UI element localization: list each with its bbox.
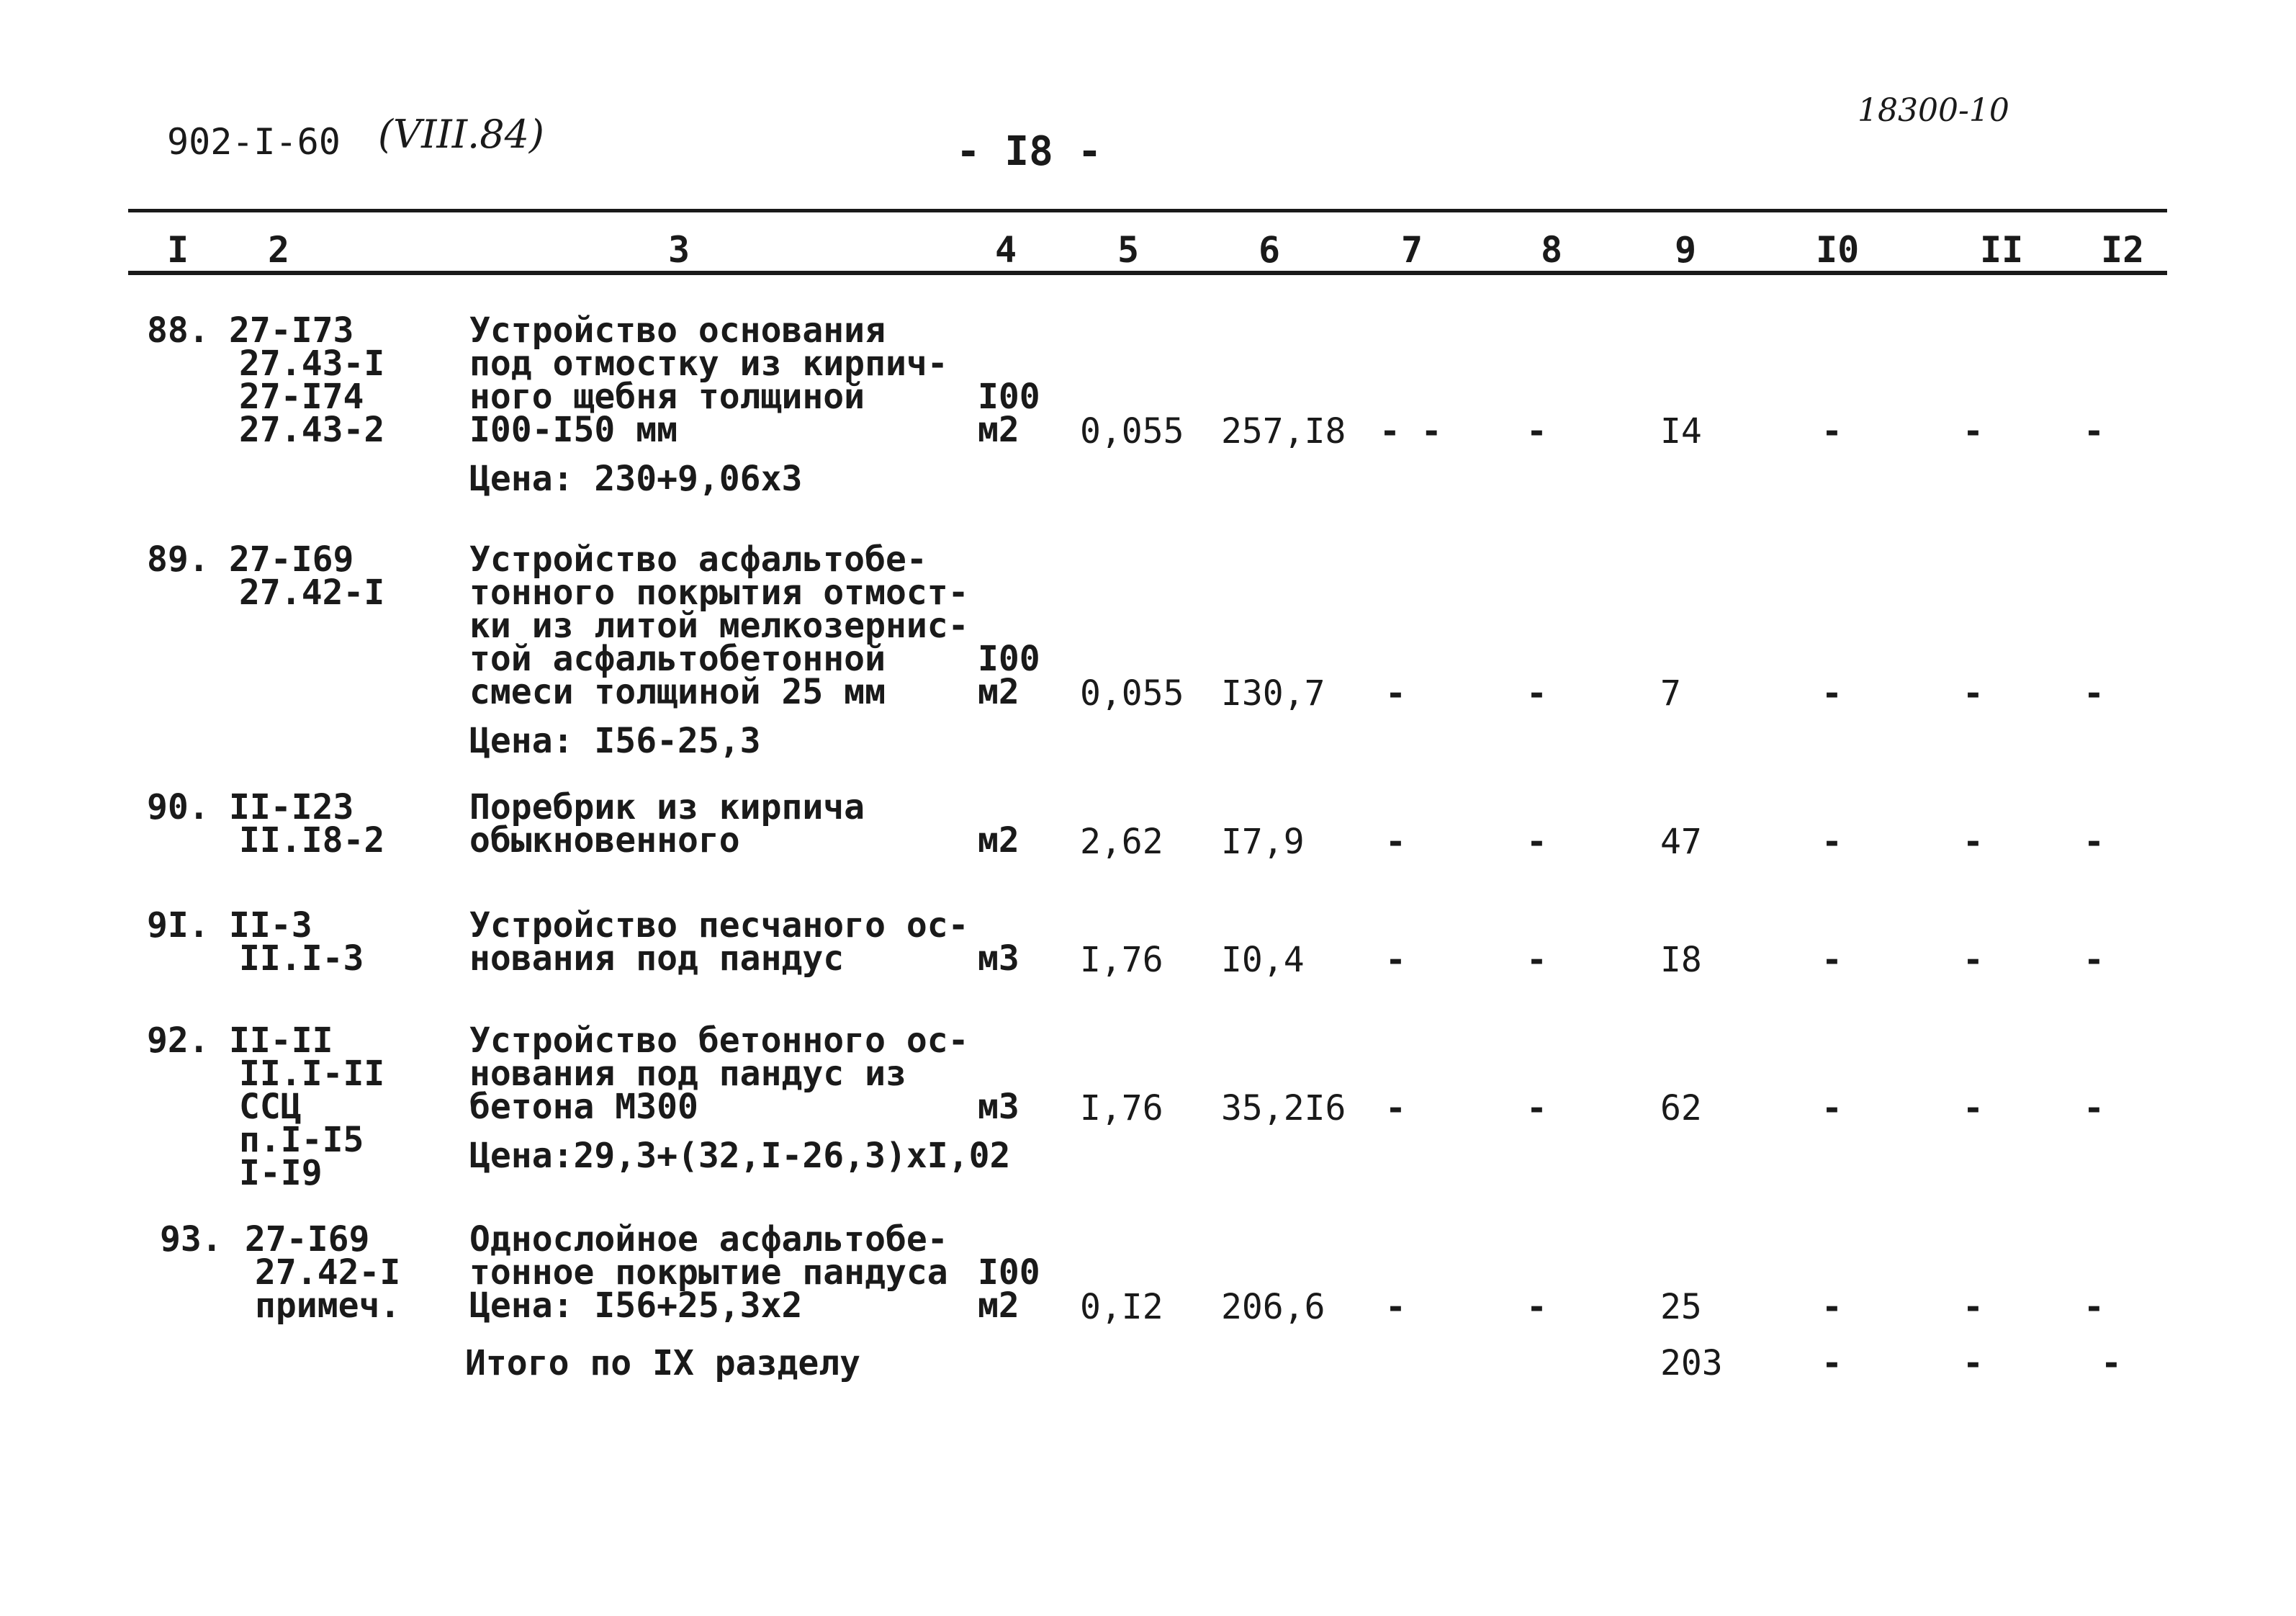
column-header-10: I0 — [1816, 229, 1860, 271]
row-unit-cost: I30,7 — [1221, 673, 1325, 714]
total-col12: - — [2101, 1343, 2122, 1383]
row-code: II.I8-2 — [239, 820, 385, 861]
row-description: ного щебня толщиной — [469, 377, 865, 417]
handwritten-note: (VIII.84) — [378, 112, 545, 157]
row-number: 90. — [147, 787, 210, 827]
row-unit: м3 — [978, 1087, 1019, 1127]
row-unit: м2 — [978, 1285, 1019, 1326]
row-description: нования под пандус из — [469, 1054, 906, 1094]
row-code: 27-I73 — [229, 310, 354, 351]
row-unit: м2 — [978, 672, 1019, 712]
document-code: 902-I-60 — [167, 121, 341, 163]
column-header-8: 8 — [1541, 229, 1563, 271]
column-header-4: 4 — [995, 229, 1017, 271]
column-header-12: I2 — [2101, 229, 2145, 271]
row-quantity: 0,055 — [1080, 673, 1184, 714]
row-code: II.I-II — [239, 1054, 385, 1094]
row-description: Цена: I56+25,3x2 — [469, 1285, 803, 1326]
row-description: смеси толщиной 25 мм — [469, 672, 886, 712]
total-col11: - — [1963, 1343, 1984, 1383]
row-col11: - — [1963, 1088, 1984, 1128]
row-total-cost: 7 — [1660, 673, 1681, 714]
row-total-cost: 47 — [1660, 822, 1702, 862]
row-col11: - — [1963, 673, 1984, 714]
row-unit: I00 — [978, 639, 1040, 679]
row-col12: - — [2084, 940, 2104, 980]
row-description: тонного покрытия отмост- — [469, 573, 969, 613]
row-col10: - — [1822, 940, 1842, 980]
table-top-rule — [128, 209, 2167, 212]
row-col11: - — [1963, 822, 1984, 862]
row-unit: I00 — [978, 377, 1040, 417]
row-code: п.I-I5 — [239, 1120, 364, 1160]
row-code: II.I-3 — [239, 938, 364, 979]
row-unit: I00 — [978, 1252, 1040, 1293]
row-number: 93. — [160, 1219, 222, 1260]
row-total-cost: 62 — [1660, 1088, 1702, 1128]
row-price-formula: Цена: 230+9,06x3 — [469, 459, 803, 499]
row-col8: - — [1526, 1287, 1547, 1327]
column-header-9: 9 — [1675, 229, 1697, 271]
row-unit: м3 — [978, 938, 1019, 979]
row-number: 92. — [147, 1020, 210, 1061]
row-unit-cost: 257,I8 — [1221, 411, 1346, 452]
row-col8: - — [1526, 411, 1547, 452]
row-description: под отмостку из кирпич- — [469, 344, 948, 384]
row-description: Устройство асфальтобе- — [469, 539, 927, 580]
row-code: I-I9 — [239, 1153, 323, 1193]
row-col10: - — [1822, 673, 1842, 714]
row-col7: - — [1385, 1287, 1406, 1327]
row-col8: - — [1526, 1088, 1547, 1128]
row-col10: - — [1822, 411, 1842, 452]
row-quantity: 2,62 — [1080, 822, 1163, 862]
row-col7: - — [1385, 940, 1406, 980]
row-description: той асфальтобетонной — [469, 639, 886, 679]
row-quantity: 0,055 — [1080, 411, 1184, 452]
row-col10: - — [1822, 1088, 1842, 1128]
row-code: примеч. — [255, 1285, 401, 1326]
row-code: 27.42-I — [255, 1252, 401, 1293]
row-description: бетона М300 — [469, 1087, 698, 1127]
row-code: II-3 — [229, 905, 312, 946]
row-col8: - — [1526, 940, 1547, 980]
row-unit-cost: 35,2I6 — [1221, 1088, 1346, 1128]
row-col10: - — [1822, 822, 1842, 862]
page-number: - I8 - — [956, 128, 1102, 175]
row-code: 27.43-2 — [239, 410, 385, 450]
row-number: 9I. — [147, 905, 210, 946]
row-description: нования под пандус — [469, 938, 845, 979]
row-unit: м2 — [978, 410, 1019, 450]
row-price-formula: Цена: I56-25,3 — [469, 721, 761, 761]
row-description: тонное покрытие пандуса — [469, 1252, 948, 1293]
row-col12: - — [2084, 411, 2104, 452]
row-unit-cost: I7,9 — [1221, 822, 1305, 862]
row-col12: - — [2084, 1088, 2104, 1128]
row-col11: - — [1963, 1287, 1984, 1327]
row-code: 27-I74 — [239, 377, 364, 417]
row-col10: - — [1822, 1287, 1842, 1327]
row-code: 27-I69 — [229, 539, 354, 580]
row-code: 27.43-I — [239, 344, 385, 384]
row-col12: - — [2084, 822, 2104, 862]
row-col8: - — [1526, 822, 1547, 862]
archive-stamp: 18300-10 — [1858, 92, 2009, 129]
row-unit-cost: 206,6 — [1221, 1287, 1325, 1327]
row-description: Устройство бетонного ос- — [469, 1020, 969, 1061]
row-quantity: I,76 — [1080, 940, 1163, 980]
column-header-5: 5 — [1117, 229, 1140, 271]
row-description: Однослойное асфальтобе- — [469, 1219, 948, 1260]
column-header-3: 3 — [668, 229, 690, 271]
row-col7: - — [1385, 1088, 1406, 1128]
row-description: ки из литой мелкозернис- — [469, 606, 969, 646]
row-col12: - — [2084, 673, 2104, 714]
total-col10: - — [1822, 1343, 1842, 1383]
column-header-1: I — [167, 229, 189, 271]
row-description: обыкновенного — [469, 820, 740, 861]
row-quantity: I,76 — [1080, 1088, 1163, 1128]
row-col11: - — [1963, 411, 1984, 452]
column-header-2: 2 — [268, 229, 290, 271]
row-description: Устройство песчаного ос- — [469, 905, 969, 946]
row-price-formula: Цена:29,3+(32,I-26,3)xI,02 — [469, 1136, 1011, 1176]
row-unit-cost: I0,4 — [1221, 940, 1305, 980]
row-description: Устройство основания — [469, 310, 886, 351]
row-col7: - - — [1379, 411, 1442, 452]
row-code: 27-I69 — [245, 1219, 370, 1260]
row-unit: м2 — [978, 820, 1019, 861]
total-col9: 203 — [1660, 1343, 1723, 1383]
column-header-7: 7 — [1401, 229, 1423, 271]
row-col11: - — [1963, 940, 1984, 980]
row-code: II-II — [229, 1020, 333, 1061]
total-label: Итого по IX разделу — [465, 1343, 861, 1383]
row-quantity: 0,I2 — [1080, 1287, 1163, 1327]
row-col12: - — [2084, 1287, 2104, 1327]
row-description: Поребрик из кирпича — [469, 787, 865, 827]
row-total-cost: I8 — [1660, 940, 1702, 980]
row-description: I00-I50 мм — [469, 410, 677, 450]
column-header-6: 6 — [1259, 229, 1281, 271]
row-col8: - — [1526, 673, 1547, 714]
row-code: 27.42-I — [239, 573, 385, 613]
column-header-11: II — [1980, 229, 2024, 271]
row-col7: - — [1385, 822, 1406, 862]
row-col7: - — [1385, 673, 1406, 714]
table-header-rule — [128, 271, 2167, 275]
row-total-cost: 25 — [1660, 1287, 1702, 1327]
row-total-cost: I4 — [1660, 411, 1702, 452]
row-code: II-I23 — [229, 787, 354, 827]
row-number: 89. — [147, 539, 210, 580]
row-number: 88. — [147, 310, 210, 351]
row-code: ССЦ — [239, 1087, 302, 1127]
